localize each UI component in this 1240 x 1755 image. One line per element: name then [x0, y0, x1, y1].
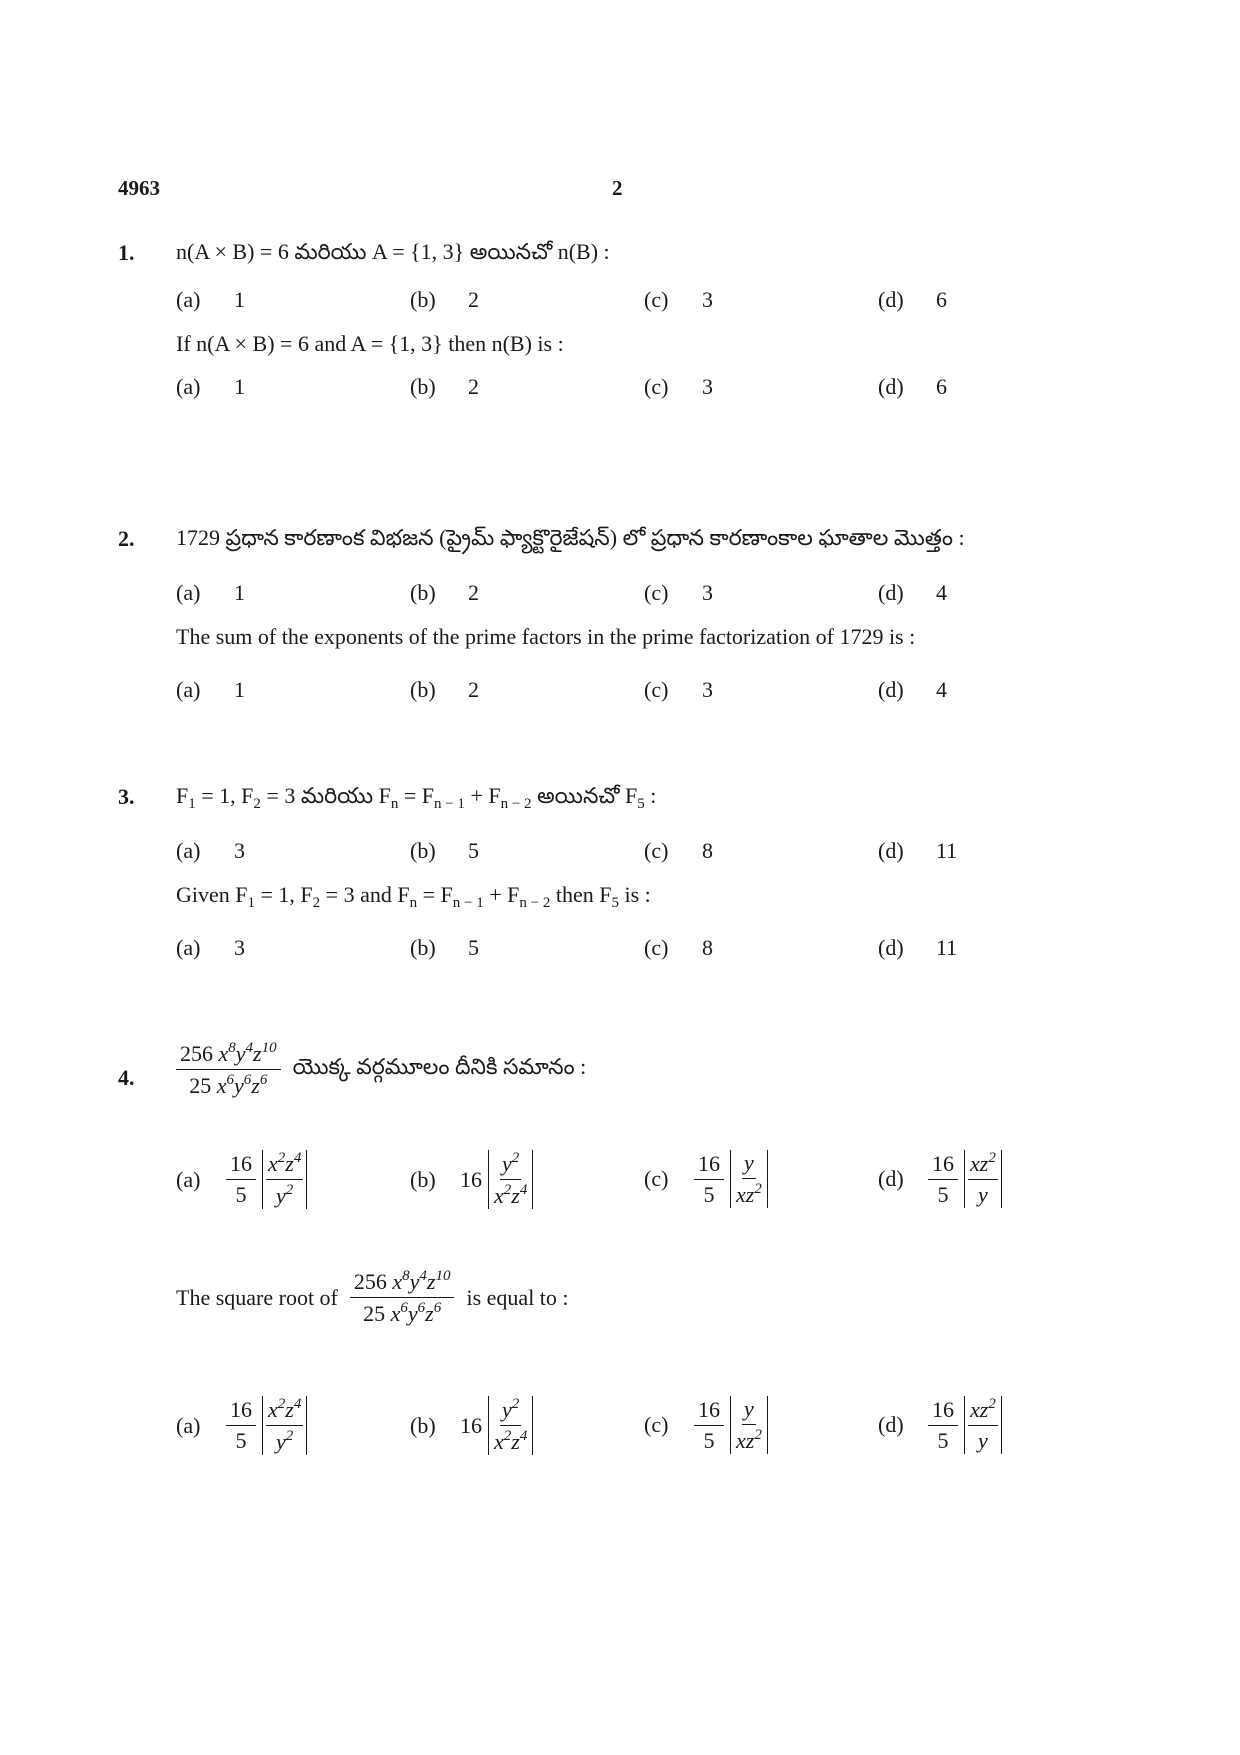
question-1-stem-telugu: n(A × B) = 6 మరియు A = {1, 3} అయినచో n(B) :: [176, 239, 610, 264]
q4-en-option-a: (a) $\frac{16}{5}$ $\frac{x^2z^4}{y^2}$: [176, 1396, 307, 1455]
q4-te-expression: $\frac{256 x^8y^4z^{10}}{25 x^6y^6z^6}$: [176, 1040, 281, 1099]
question-4-stem-english: The square root of $\frac{256 x^8y^4z^{10}}{25 x^6y^6z^6}$ is equal to :: [176, 1268, 569, 1326]
q3-en-option-a: (a) 3: [176, 935, 245, 960]
q1-te-option-d: (d) 6: [878, 287, 947, 312]
q4-en-option-d: (d) $\frac{16}{5}$ $\frac{xz^2}{y}$: [878, 1396, 1002, 1454]
q3-en-option-c: (c) 8: [644, 935, 713, 960]
q4-en-expression: $\frac{256 x^8y^4z^{10}}{25 x^6y^6z^6}$: [350, 1268, 455, 1327]
q2-en-option-b: (b) 2: [410, 677, 479, 702]
q1-en-option-a: (a) 1: [176, 374, 245, 399]
q3-te-option-a: (a) 3: [176, 838, 245, 863]
question-4-number: 4.: [118, 1065, 135, 1090]
q3-en-option-d: (d) 11: [878, 935, 958, 960]
page-number: 2: [612, 176, 623, 200]
q3-te-option-b: (b) 5: [410, 838, 479, 863]
q2-te-option-d: (d) 4: [878, 580, 947, 605]
question-1-number: 1.: [118, 240, 135, 265]
question-1-stem-english: If n(A × B) = 6 and A = {1, 3} then n(B) is :: [176, 331, 564, 356]
q2-te-option-c: (c) 3: [644, 580, 713, 605]
q2-te-option-a: (a) 1: [176, 580, 245, 605]
q4-en-option-c: (c) $\frac{16}{5}$ $\frac{y}{xz^2}$: [644, 1396, 768, 1454]
q4-te-option-b: (b) 16 $\frac{y^2}{x^2z^4}$: [410, 1150, 533, 1209]
q1-en-option-b: (b) 2: [410, 374, 479, 399]
q3-te-option-c: (c) 8: [644, 838, 713, 863]
q1-te-option-c: (c) 3: [644, 287, 713, 312]
q4-te-option-a: (a) $\frac{16}{5}$ $\frac{x^2z^4}{y^2}$: [176, 1150, 307, 1209]
q2-en-option-c: (c) 3: [644, 677, 713, 702]
q1-te-option-b: (b) 2: [410, 287, 479, 312]
q4-te-option-c: (c) $\frac{16}{5}$ $\frac{y}{xz^2}$: [644, 1150, 768, 1208]
question-2-stem-english: The sum of the exponents of the prime factors in the prime factorization of 1729 is :: [176, 624, 916, 649]
q2-en-option-d: (d) 4: [878, 677, 947, 702]
q3-en-option-b: (b) 5: [410, 935, 479, 960]
question-3-stem-english: Given $F_1 = 1$, $F_2 = 3$ and $F_n = F_{n - 1} + F_{n - 2}$ then $F_5$ is :: [176, 882, 651, 911]
question-3-number: 3.: [118, 784, 135, 809]
question-2-stem-telugu: 1729 ప్రధాన కారణాంక విభజన (ప్రైమ్ ఫ్యాక్టొరైజేషన్) లో ప్రధాన కారణాంకాల ఘాతాల మొత్తం :: [176, 525, 965, 550]
q1-te-option-a: (a) 1: [176, 287, 245, 312]
q3-te-option-d: (d) 11: [878, 838, 958, 863]
q2-te-option-b: (b) 2: [410, 580, 479, 605]
paper-code: 4963: [118, 176, 160, 200]
question-2-number: 2.: [118, 526, 135, 551]
q2-en-option-a: (a) 1: [176, 677, 245, 702]
question-4-stem-telugu: $\frac{256 x^8y^4z^{10}}{25 x^6y^6z^6}$ యొక్క వర్గమూలం దీనికి సమానం :: [176, 1040, 586, 1099]
q1-en-option-c: (c) 3: [644, 374, 713, 399]
q4-en-option-b: (b) 16 $\frac{y^2}{x^2z^4}$: [410, 1396, 533, 1455]
q1-en-option-d: (d) 6: [878, 374, 947, 399]
q4-te-option-d: (d) $\frac{16}{5}$ $\frac{xz^2}{y}$: [878, 1150, 1002, 1208]
question-3-stem-telugu: $F_1 = 1$, $F_2 = 3$ మరియు $F_n = F_{n - 1} + F_{n - 2}$ అయినచో $F_5$ :: [176, 783, 657, 812]
